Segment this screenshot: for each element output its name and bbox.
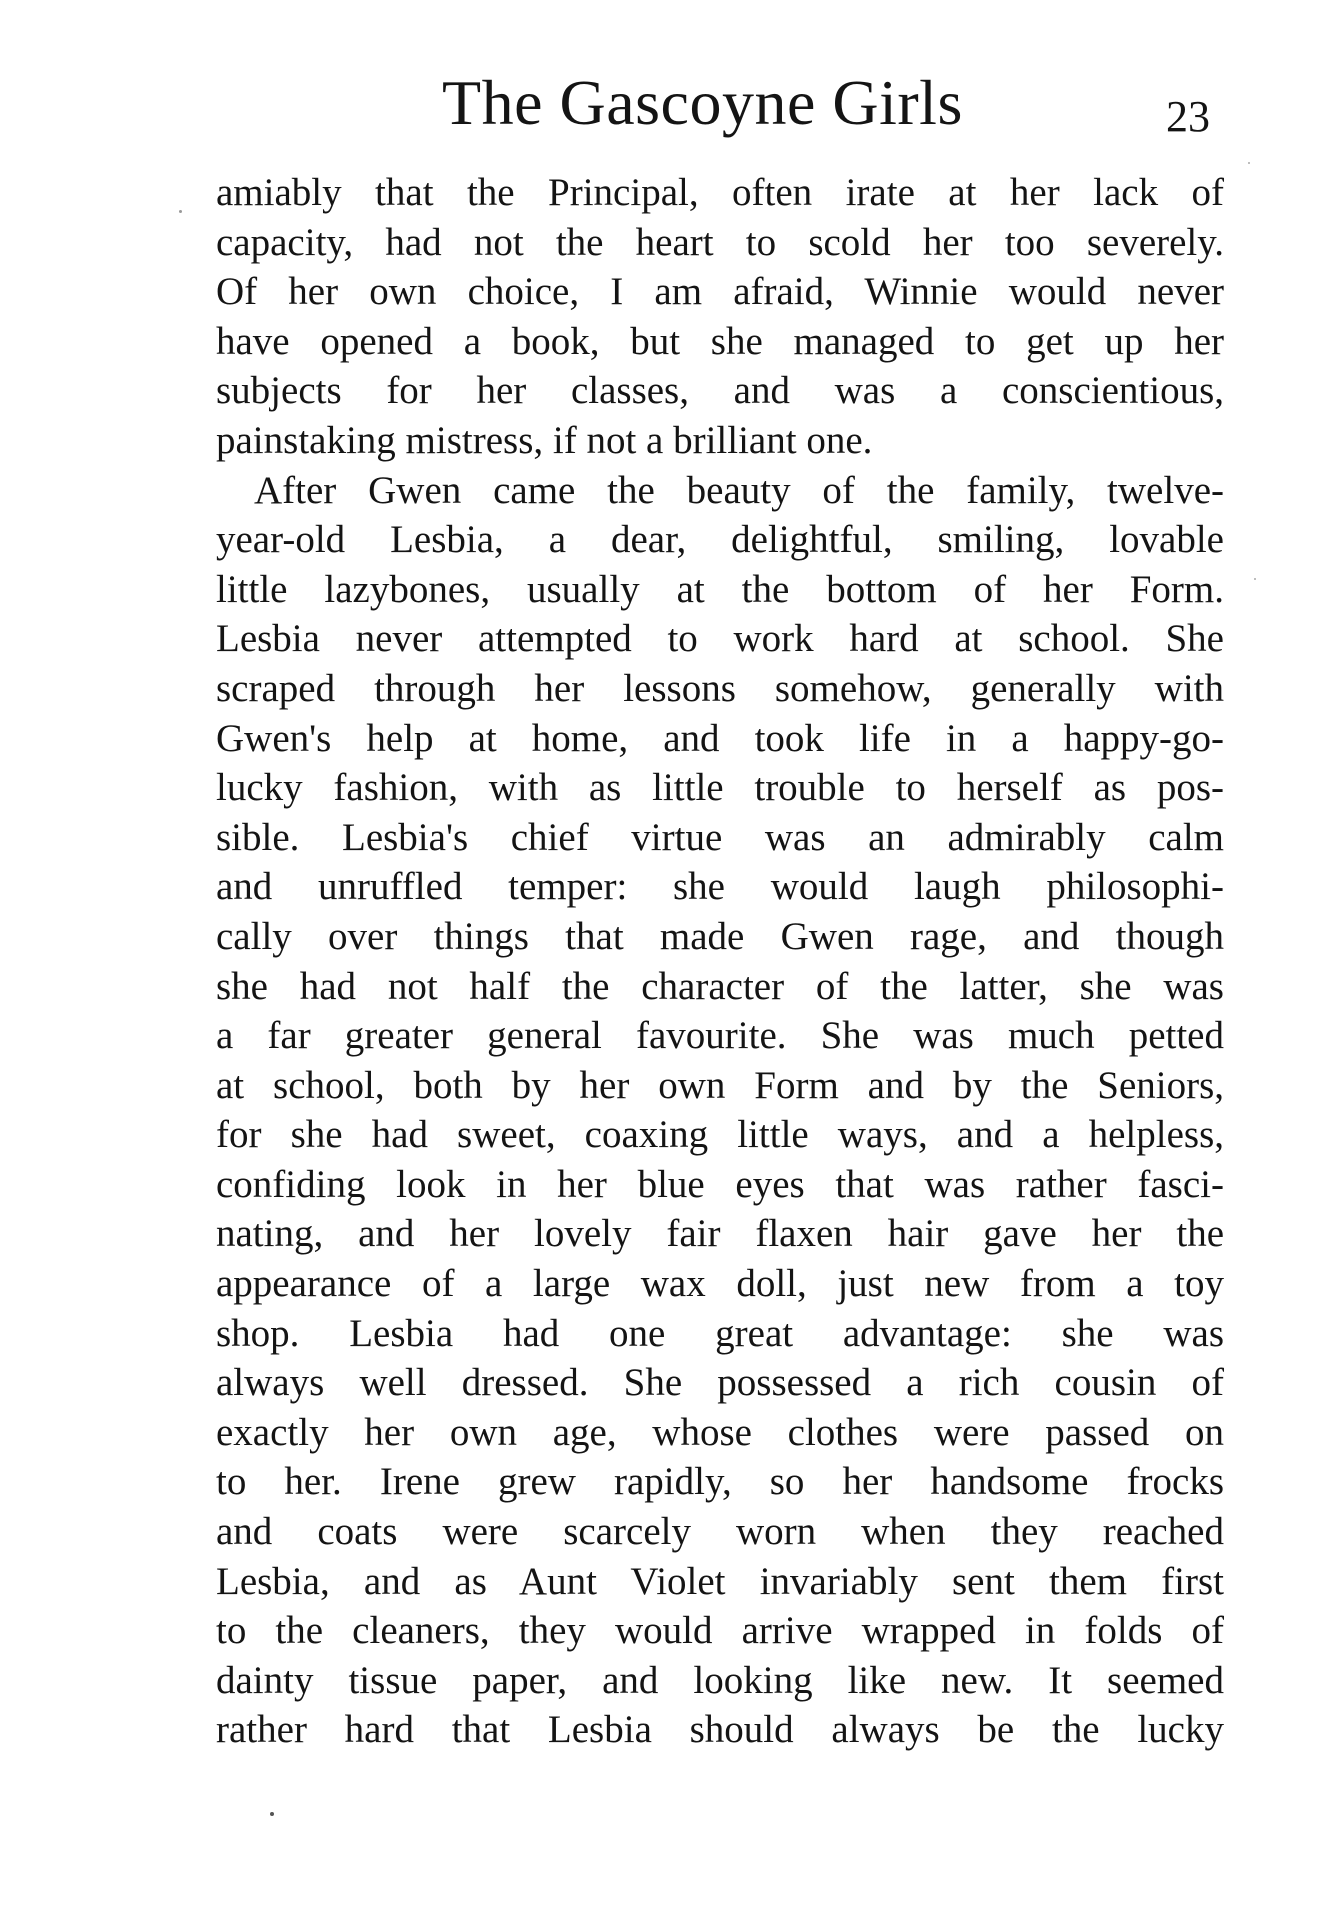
text-line: have opened a book, but she managed to get up her xyxy=(216,319,1224,363)
running-head xyxy=(0,58,1323,148)
text-line: nating, and her lovely fair flaxen hair gave her the xyxy=(216,1212,1224,1256)
text-line: shop. Lesbia had one great advantage: she was xyxy=(216,1311,1224,1355)
text-line: sible. Lesbia's chief virtue was an admirably calm xyxy=(216,815,1224,859)
text-line: subjects for her classes, and was a conscientious, xyxy=(216,369,1224,413)
text-line: to her. Irene grew rapidly, so her handsome frocks xyxy=(216,1460,1224,1504)
text-line: Lesbia never attempted to work hard at school. She xyxy=(216,617,1224,661)
text-line: for she had sweet, coaxing little ways, and a helpless, xyxy=(216,1113,1224,1157)
text-line: she had not half the character of the latter, she was xyxy=(216,964,1224,1008)
text-line: amiably that the Principal, often irate at her lack of xyxy=(216,171,1224,214)
text-line: scraped through her lessons somehow, generally with xyxy=(216,666,1224,710)
text-line: capacity, had not the heart to scold her too severely. xyxy=(216,220,1224,264)
text-line: cally over things that made Gwen rage, and though xyxy=(216,914,1224,958)
body-text xyxy=(216,168,1224,1755)
text-line: and coats were scarcely worn when they reached xyxy=(216,1510,1224,1554)
text-line: exactly her own age, whose clothes were passed on xyxy=(216,1410,1224,1454)
text-line: confiding look in her blue eyes that was rather fasci- xyxy=(216,1162,1224,1206)
text-line: painstaking mistress, if not a brilliant one. xyxy=(216,418,873,462)
text-line: Of her own choice, I am afraid, Winnie would never xyxy=(216,270,1224,314)
text-line: dainty tissue paper, and looking like new. It seemed xyxy=(216,1658,1224,1702)
text-line: year-old Lesbia, a dear, delightful, smiling, lovable xyxy=(216,518,1224,562)
text-line: and unruffled temper: she would laugh philosophi- xyxy=(216,865,1224,909)
text-line: at school, both by her own Form and by the Seniors, xyxy=(216,1063,1224,1107)
text-line: Gwen's help at home, and took life in a happy-go- xyxy=(216,716,1224,760)
book-title: The Gascoyne Girls xyxy=(442,67,963,138)
text-line: appearance of a large wax doll, just new from a toy xyxy=(216,1262,1224,1306)
text-line: rather hard that Lesbia should always be the lucky xyxy=(216,1708,1224,1752)
paper-speck xyxy=(1248,162,1250,164)
text-line: Lesbia, and as Aunt Violet invariably sent them first xyxy=(216,1559,1224,1603)
text-line: to the cleaners, they would arrive wrapped in folds of xyxy=(216,1609,1224,1653)
text-line: After Gwen came the beauty of the family, twelve- xyxy=(254,468,1224,512)
text-line: always well dressed. She possessed a rich cousin of xyxy=(216,1361,1224,1405)
paper-speck xyxy=(179,210,182,213)
paper-speck xyxy=(1254,578,1256,580)
paper-speck xyxy=(270,1812,274,1816)
text-line: a far greater general favourite. She was much petted xyxy=(216,1014,1224,1058)
page-number: 23 xyxy=(1166,92,1210,141)
text-line: lucky fashion, with as little trouble to herself as pos- xyxy=(216,766,1224,810)
text-line: little lazybones, usually at the bottom of her Form. xyxy=(216,567,1224,611)
